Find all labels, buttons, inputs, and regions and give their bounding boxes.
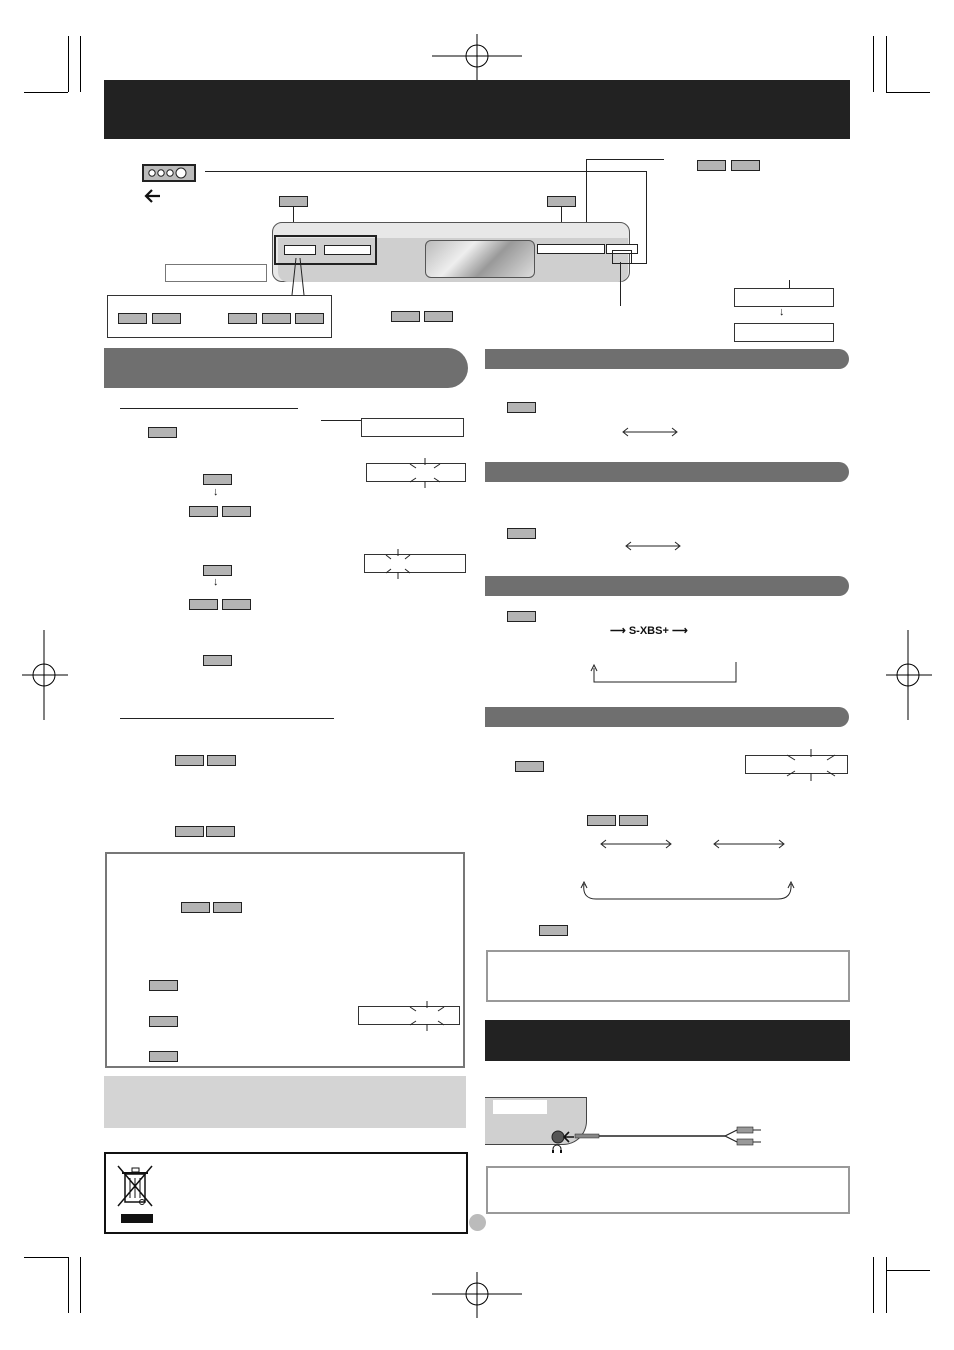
right-section-header-4 — [485, 707, 849, 727]
leader-line — [630, 263, 647, 264]
device-key — [207, 755, 236, 766]
crop-mark — [68, 1257, 69, 1313]
device-button-highlight — [612, 250, 632, 264]
crop-mark — [886, 1257, 887, 1313]
crop-mark — [886, 36, 887, 92]
device-key — [222, 599, 251, 610]
right-section-header-2 — [485, 462, 849, 482]
device-key — [619, 815, 648, 826]
device-key — [279, 196, 308, 207]
device-key — [152, 313, 181, 324]
blink-marks — [400, 456, 450, 490]
arrow-down-icon: ↓ — [213, 576, 219, 588]
device-key — [587, 815, 616, 826]
device-key — [149, 980, 178, 991]
device-button-row — [537, 244, 605, 254]
right-section-header-3 — [485, 576, 849, 596]
crop-mark — [68, 36, 69, 92]
right-section-header-1 — [485, 349, 849, 369]
gray-note-box — [104, 1076, 466, 1128]
headphone-icon — [551, 1144, 563, 1154]
device-key — [181, 902, 210, 913]
arrow-right-icon: ⟶ — [610, 625, 626, 637]
device-key — [547, 196, 576, 207]
crop-mark — [873, 1257, 874, 1313]
leader-line — [646, 171, 647, 263]
device-key — [424, 311, 453, 322]
device-corner-label — [493, 1100, 547, 1114]
leader-line — [789, 280, 790, 288]
subheading-underline — [120, 408, 298, 409]
device-key — [118, 313, 147, 324]
registration-mark-bottom — [432, 1272, 522, 1318]
display-sample — [734, 288, 834, 307]
device-key — [731, 160, 760, 171]
right-note-box — [486, 950, 850, 1002]
device-key — [228, 313, 257, 324]
crossed-out-bin-icon — [116, 1164, 156, 1226]
arrow-down-icon: ↓ — [779, 306, 785, 318]
registration-mark-right — [886, 630, 932, 720]
arrow-right-icon: ⟶ — [671, 625, 688, 637]
blink-marks — [380, 547, 420, 581]
right-section-dark-header — [485, 1020, 850, 1061]
crop-mark — [873, 36, 874, 92]
device-key — [203, 565, 232, 576]
crop-mark — [886, 1270, 930, 1271]
page-circle-icon — [469, 1214, 486, 1231]
right-bottom-note-box — [486, 1166, 850, 1214]
leader-line — [586, 159, 664, 160]
left-section-header — [104, 348, 468, 388]
device-key — [295, 313, 324, 324]
return-arrow-icon — [590, 660, 740, 686]
device-key — [507, 402, 536, 413]
crop-mark — [24, 92, 68, 93]
disposal-notice-box — [104, 1152, 468, 1234]
display-sample — [361, 418, 464, 437]
device-key — [515, 761, 544, 772]
toggle-arrow-icon — [600, 839, 672, 849]
device-key — [391, 311, 420, 322]
toggle-arrow-icon — [622, 427, 678, 437]
blink-marks — [402, 999, 452, 1033]
device-key — [697, 160, 726, 171]
device-key — [189, 599, 218, 610]
subheading-underline — [120, 718, 334, 719]
sxbs-label: S-XBS+ — [628, 625, 669, 637]
device-button-row — [324, 245, 371, 255]
registration-mark-top — [432, 34, 522, 80]
sound-mode-sequence — [610, 624, 688, 637]
arrow-left-icon — [144, 189, 162, 203]
crop-mark — [886, 92, 930, 93]
leader-line — [205, 171, 647, 172]
device-key — [222, 506, 251, 517]
device-key — [206, 826, 235, 837]
crop-mark — [24, 1257, 68, 1258]
display-sample — [734, 323, 834, 342]
left-info-box — [105, 852, 465, 1068]
device-key — [148, 427, 177, 438]
crop-mark — [80, 1257, 81, 1313]
device-key — [203, 655, 232, 666]
device-key — [149, 1016, 178, 1027]
device-key — [507, 611, 536, 622]
device-key — [213, 902, 242, 913]
audio-cable — [575, 1124, 765, 1148]
return-arrow-icon — [578, 880, 798, 904]
device-key — [203, 474, 232, 485]
leader-line — [620, 262, 621, 306]
blink-marks — [783, 747, 843, 783]
device-key — [539, 925, 568, 936]
toggle-arrow-icon — [625, 541, 681, 551]
toggle-arrow-icon — [713, 839, 785, 849]
device-key — [175, 826, 204, 837]
callout-leader — [290, 258, 330, 298]
side-jack-dots — [142, 164, 198, 184]
device-key — [189, 506, 218, 517]
header-bar — [104, 80, 850, 139]
device-key — [149, 1051, 178, 1062]
label-box — [165, 264, 267, 282]
arrow-left-icon — [562, 1130, 576, 1144]
device-button-row — [284, 245, 316, 255]
arrow-down-icon: ↓ — [213, 486, 219, 498]
registration-mark-left — [22, 630, 68, 720]
device-key — [175, 755, 204, 766]
device-key — [262, 313, 291, 324]
device-display-window — [425, 240, 535, 278]
device-key — [507, 528, 536, 539]
crop-mark — [80, 36, 81, 92]
